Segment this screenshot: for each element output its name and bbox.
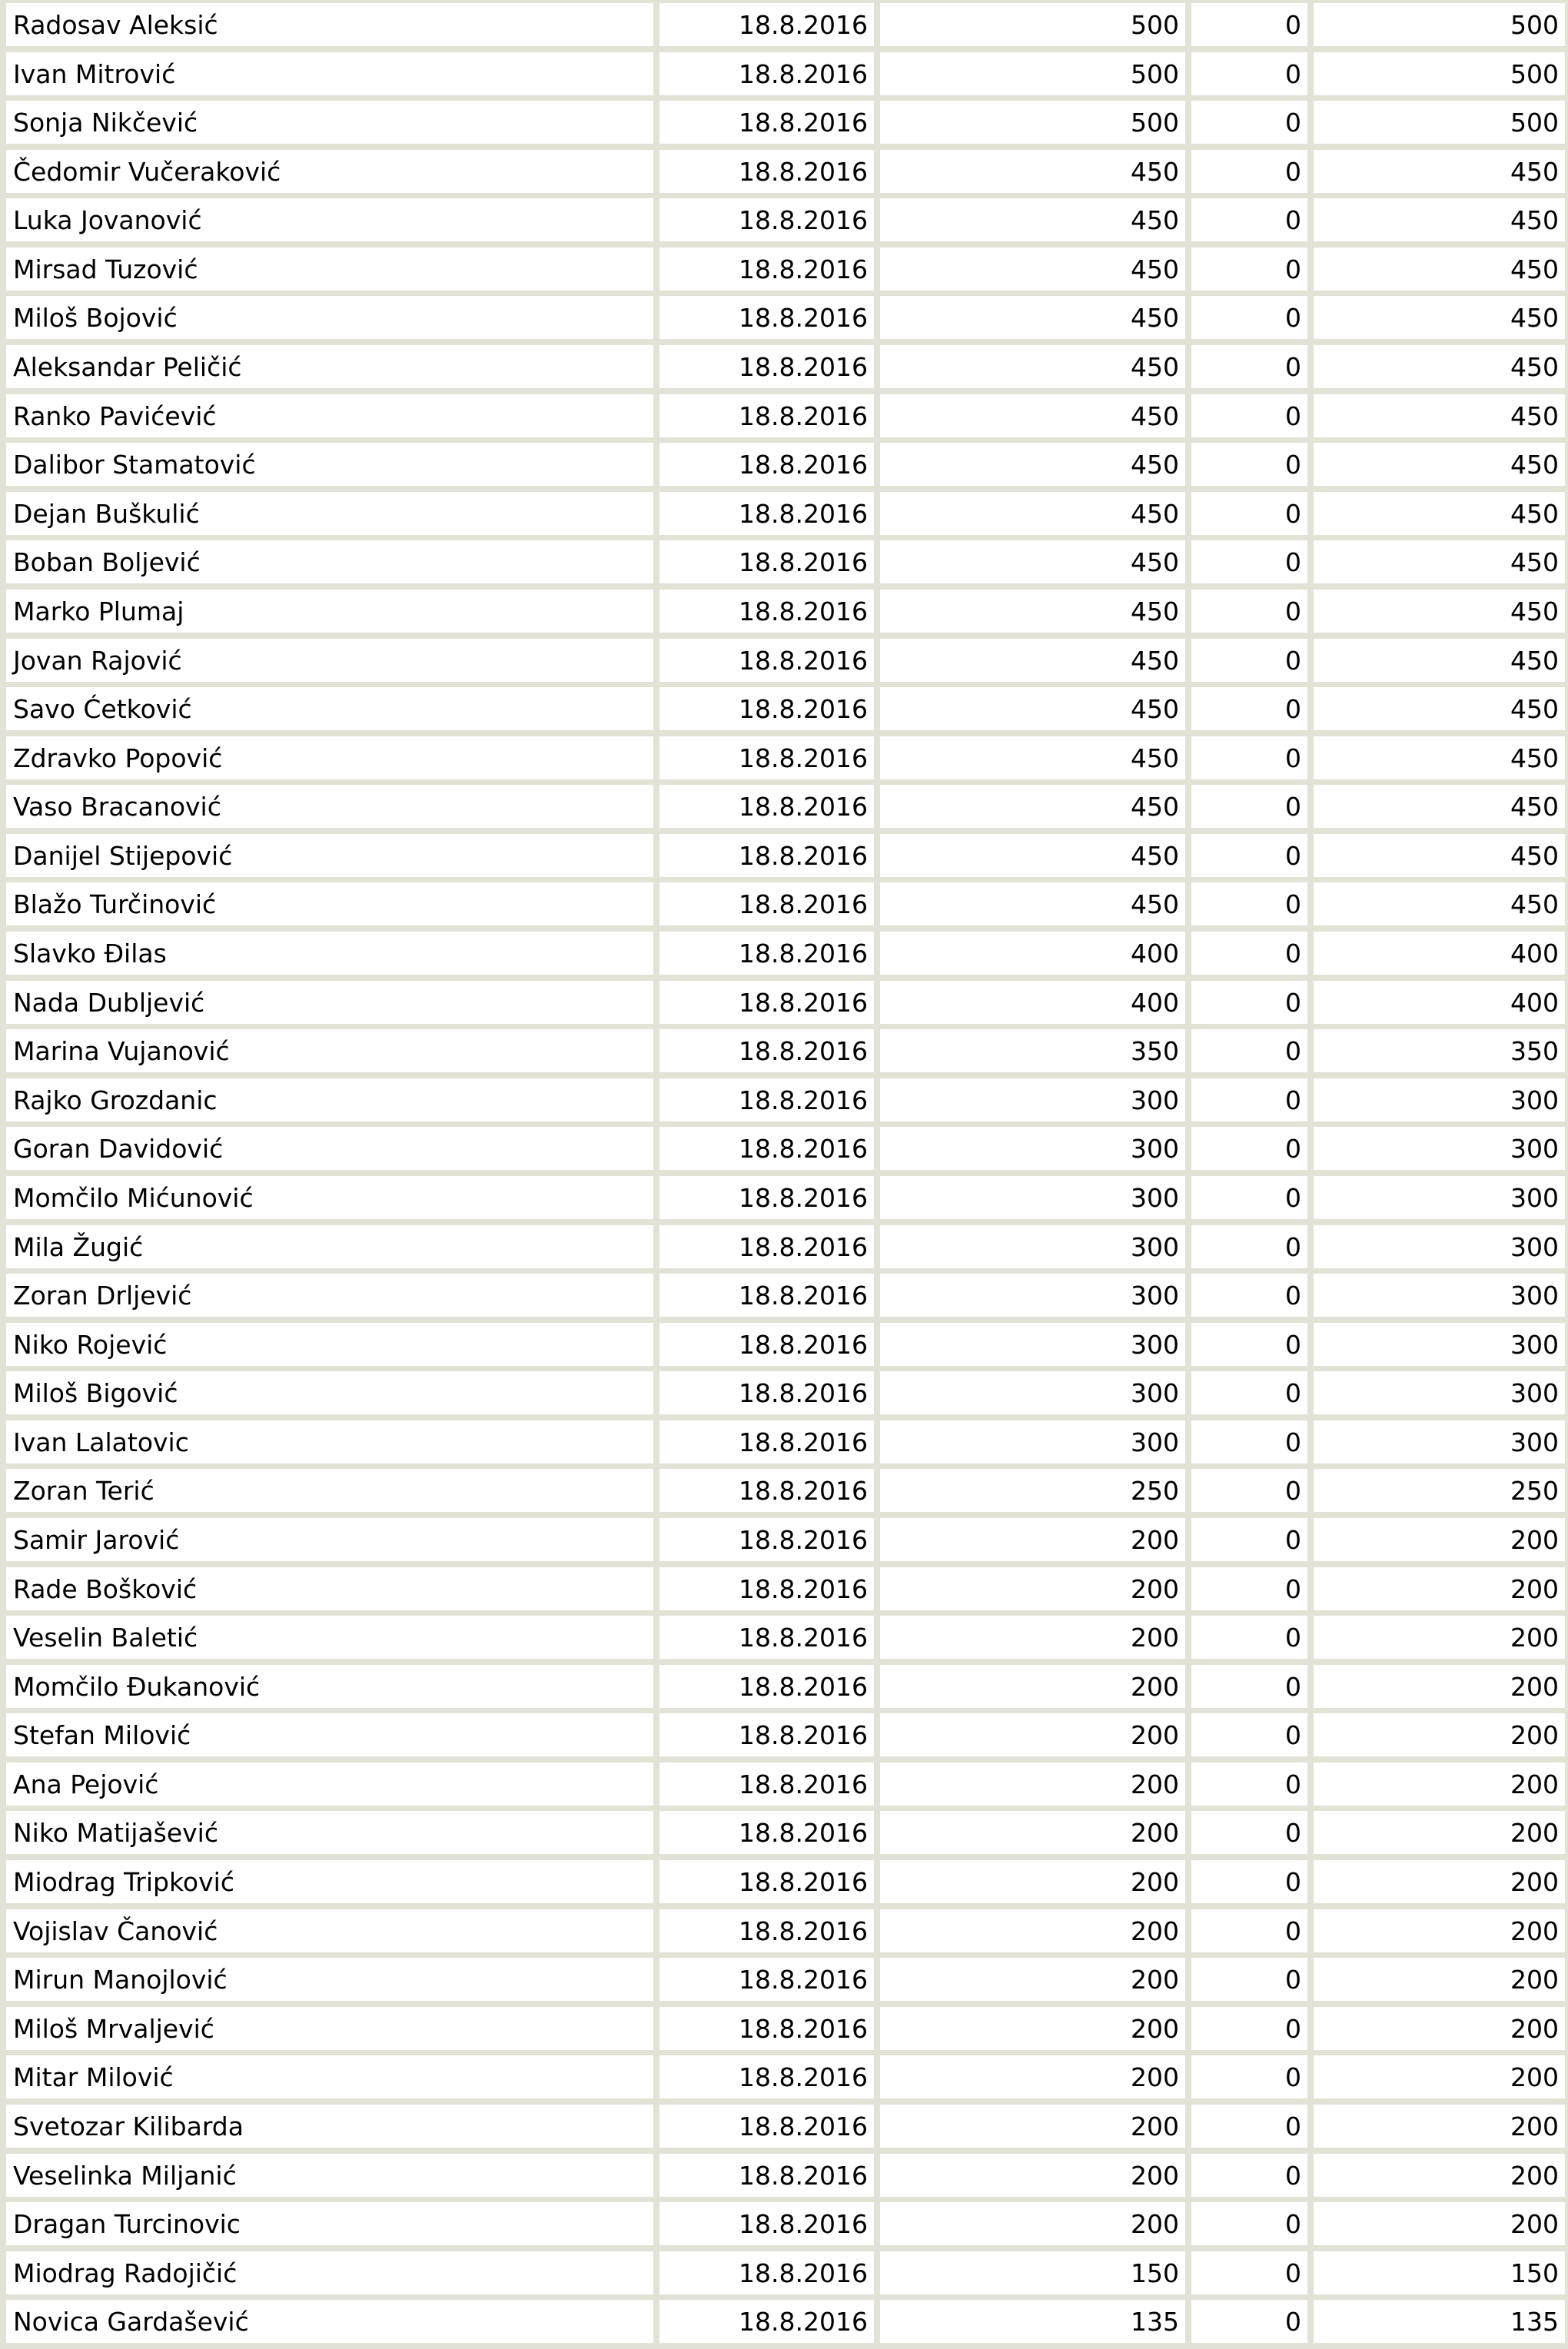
deduction-cell: 0 xyxy=(1191,932,1307,975)
amount-cell: 135 xyxy=(880,2300,1185,2343)
deduction-cell: 0 xyxy=(1191,1811,1307,1854)
name-cell: Savo Ćetković xyxy=(6,687,653,730)
total-cell: 450 xyxy=(1314,590,1565,633)
total-cell: 300 xyxy=(1314,1371,1565,1414)
name-cell: Veselinka Miljanić xyxy=(6,2154,653,2197)
date-cell: 18.8.2016 xyxy=(659,1225,874,1268)
deduction-cell: 0 xyxy=(1191,492,1307,535)
name-cell: Čedomir Vučeraković xyxy=(6,150,653,193)
deduction-cell: 0 xyxy=(1191,1127,1307,1170)
total-cell: 350 xyxy=(1314,1029,1565,1072)
deduction-cell: 0 xyxy=(1191,1274,1307,1317)
name-cell: Mitar Milović xyxy=(6,2055,653,2098)
name-cell: Dragan Turcinovic xyxy=(6,2202,653,2245)
total-cell: 450 xyxy=(1314,492,1565,535)
date-cell: 18.8.2016 xyxy=(659,1518,874,1561)
total-cell: 450 xyxy=(1314,198,1565,241)
total-cell: 200 xyxy=(1314,2105,1565,2148)
amount-cell: 200 xyxy=(880,1763,1185,1806)
name-cell: Ivan Mitrović xyxy=(6,52,653,95)
name-cell: Stefan Milović xyxy=(6,1713,653,1756)
name-cell: Momčilo Đukanović xyxy=(6,1665,653,1708)
deduction-cell: 0 xyxy=(1191,394,1307,437)
deduction-cell: 0 xyxy=(1191,1616,1307,1659)
amount-cell: 200 xyxy=(880,1811,1185,1854)
total-cell: 300 xyxy=(1314,1323,1565,1366)
amount-cell: 200 xyxy=(880,1518,1185,1561)
total-cell: 300 xyxy=(1314,1274,1565,1317)
date-cell: 18.8.2016 xyxy=(659,736,874,779)
total-cell: 400 xyxy=(1314,981,1565,1024)
deduction-cell: 0 xyxy=(1191,443,1307,486)
date-cell: 18.8.2016 xyxy=(659,101,874,144)
date-cell: 18.8.2016 xyxy=(659,639,874,682)
total-cell: 450 xyxy=(1314,834,1565,877)
name-cell: Miodrag Tripković xyxy=(6,1860,653,1903)
total-cell: 450 xyxy=(1314,394,1565,437)
deduction-cell: 0 xyxy=(1191,882,1307,925)
date-cell: 18.8.2016 xyxy=(659,1371,874,1414)
date-cell: 18.8.2016 xyxy=(659,52,874,95)
deduction-cell: 0 xyxy=(1191,1176,1307,1219)
date-cell: 18.8.2016 xyxy=(659,785,874,828)
amount-cell: 200 xyxy=(880,2105,1185,2148)
name-cell: Aleksandar Peličić xyxy=(6,345,653,388)
amount-cell: 200 xyxy=(880,2154,1185,2197)
deduction-cell: 0 xyxy=(1191,1567,1307,1610)
amount-cell: 500 xyxy=(880,52,1185,95)
amount-cell: 300 xyxy=(880,1078,1185,1121)
total-cell: 450 xyxy=(1314,639,1565,682)
name-cell: Miodrag Radojičić xyxy=(6,2251,653,2294)
total-cell: 200 xyxy=(1314,1763,1565,1806)
amount-cell: 450 xyxy=(880,540,1185,583)
name-cell: Momčilo Mićunović xyxy=(6,1176,653,1219)
amount-cell: 450 xyxy=(880,492,1185,535)
amount-cell: 450 xyxy=(880,150,1185,193)
name-cell: Slavko Đilas xyxy=(6,932,653,975)
name-cell: Miloš Bojović xyxy=(6,296,653,339)
deduction-cell: 0 xyxy=(1191,1323,1307,1366)
date-cell: 18.8.2016 xyxy=(659,932,874,975)
date-cell: 18.8.2016 xyxy=(659,1469,874,1512)
deduction-cell: 0 xyxy=(1191,2105,1307,2148)
amount-cell: 300 xyxy=(880,1371,1185,1414)
name-cell: Ivan Lalatovic xyxy=(6,1420,653,1464)
total-cell: 200 xyxy=(1314,2055,1565,2098)
date-cell: 18.8.2016 xyxy=(659,1763,874,1806)
total-cell: 450 xyxy=(1314,296,1565,339)
date-cell: 18.8.2016 xyxy=(659,2105,874,2148)
date-cell: 18.8.2016 xyxy=(659,1127,874,1170)
amount-cell: 150 xyxy=(880,2251,1185,2294)
amount-cell: 200 xyxy=(880,2055,1185,2098)
deduction-cell: 0 xyxy=(1191,1469,1307,1512)
date-cell: 18.8.2016 xyxy=(659,2202,874,2245)
total-cell: 450 xyxy=(1314,882,1565,925)
deduction-cell: 0 xyxy=(1191,2154,1307,2197)
amount-cell: 450 xyxy=(880,882,1185,925)
name-cell: Ana Pejović xyxy=(6,1763,653,1806)
date-cell: 18.8.2016 xyxy=(659,1323,874,1366)
total-cell: 500 xyxy=(1314,101,1565,144)
deduction-cell: 0 xyxy=(1191,1860,1307,1903)
deduction-cell: 0 xyxy=(1191,1518,1307,1561)
deduction-cell: 0 xyxy=(1191,198,1307,241)
name-cell: Sonja Nikčević xyxy=(6,101,653,144)
name-cell: Jovan Rajović xyxy=(6,639,653,682)
total-cell: 135 xyxy=(1314,2300,1565,2343)
amount-cell: 450 xyxy=(880,590,1185,633)
deduction-cell: 0 xyxy=(1191,1420,1307,1464)
date-cell: 18.8.2016 xyxy=(659,443,874,486)
name-cell: Danijel Stijepović xyxy=(6,834,653,877)
date-cell: 18.8.2016 xyxy=(659,1616,874,1659)
name-cell: Vaso Bracanović xyxy=(6,785,653,828)
amount-cell: 450 xyxy=(880,198,1185,241)
total-cell: 150 xyxy=(1314,2251,1565,2294)
amount-cell: 450 xyxy=(880,345,1185,388)
date-cell: 18.8.2016 xyxy=(659,1176,874,1219)
date-cell: 18.8.2016 xyxy=(659,150,874,193)
amount-cell: 450 xyxy=(880,443,1185,486)
amount-cell: 300 xyxy=(880,1420,1185,1464)
total-cell: 450 xyxy=(1314,687,1565,730)
total-cell: 300 xyxy=(1314,1078,1565,1121)
amount-cell: 450 xyxy=(880,687,1185,730)
total-cell: 450 xyxy=(1314,540,1565,583)
name-cell: Boban Boljević xyxy=(6,540,653,583)
name-cell: Rade Bošković xyxy=(6,1567,653,1610)
date-cell: 18.8.2016 xyxy=(659,1811,874,1854)
amount-cell: 300 xyxy=(880,1274,1185,1317)
total-cell: 300 xyxy=(1314,1225,1565,1268)
name-cell: Svetozar Kilibarda xyxy=(6,2105,653,2148)
amount-cell: 450 xyxy=(880,248,1185,291)
amount-cell: 200 xyxy=(880,2007,1185,2050)
deduction-cell: 0 xyxy=(1191,1713,1307,1756)
deduction-cell: 0 xyxy=(1191,785,1307,828)
deduction-cell: 0 xyxy=(1191,1665,1307,1708)
date-cell: 18.8.2016 xyxy=(659,981,874,1024)
date-cell: 18.8.2016 xyxy=(659,2300,874,2343)
deduction-cell: 0 xyxy=(1191,101,1307,144)
name-cell: Radosav Aleksić xyxy=(6,3,653,46)
date-cell: 18.8.2016 xyxy=(659,1029,874,1072)
date-cell: 18.8.2016 xyxy=(659,540,874,583)
deduction-cell: 0 xyxy=(1191,296,1307,339)
amount-cell: 500 xyxy=(880,3,1185,46)
total-cell: 200 xyxy=(1314,1909,1565,1952)
date-cell: 18.8.2016 xyxy=(659,834,874,877)
name-cell: Mirsad Tuzović xyxy=(6,248,653,291)
total-cell: 200 xyxy=(1314,1518,1565,1561)
date-cell: 18.8.2016 xyxy=(659,394,874,437)
date-cell: 18.8.2016 xyxy=(659,345,874,388)
name-cell: Blažo Turčinović xyxy=(6,882,653,925)
total-cell: 450 xyxy=(1314,443,1565,486)
name-cell: Vojislav Čanović xyxy=(6,1909,653,1952)
deduction-cell: 0 xyxy=(1191,345,1307,388)
total-cell: 300 xyxy=(1314,1127,1565,1170)
deduction-cell: 0 xyxy=(1191,2007,1307,2050)
deduction-cell: 0 xyxy=(1191,1029,1307,1072)
amount-cell: 350 xyxy=(880,1029,1185,1072)
date-cell: 18.8.2016 xyxy=(659,1420,874,1464)
name-cell: Novica Gardašević xyxy=(6,2300,653,2343)
date-cell: 18.8.2016 xyxy=(659,1860,874,1903)
total-cell: 500 xyxy=(1314,52,1565,95)
amount-cell: 200 xyxy=(880,1567,1185,1610)
name-cell: Goran Davidović xyxy=(6,1127,653,1170)
total-cell: 300 xyxy=(1314,1420,1565,1464)
amount-cell: 200 xyxy=(880,2202,1185,2245)
amount-cell: 200 xyxy=(880,1958,1185,2001)
amount-cell: 450 xyxy=(880,736,1185,779)
amount-cell: 200 xyxy=(880,1909,1185,1952)
total-cell: 300 xyxy=(1314,1176,1565,1219)
deduction-cell: 0 xyxy=(1191,834,1307,877)
deduction-cell: 0 xyxy=(1191,3,1307,46)
name-cell: Nada Dubljević xyxy=(6,981,653,1024)
name-cell: Dejan Buškulić xyxy=(6,492,653,535)
deduction-cell: 0 xyxy=(1191,736,1307,779)
total-cell: 450 xyxy=(1314,248,1565,291)
amount-cell: 300 xyxy=(880,1225,1185,1268)
amount-cell: 300 xyxy=(880,1127,1185,1170)
amount-cell: 200 xyxy=(880,1665,1185,1708)
date-cell: 18.8.2016 xyxy=(659,1713,874,1756)
date-cell: 18.8.2016 xyxy=(659,1909,874,1952)
total-cell: 200 xyxy=(1314,2154,1565,2197)
deduction-cell: 0 xyxy=(1191,1958,1307,2001)
name-cell: Zoran Terić xyxy=(6,1469,653,1512)
deduction-cell: 0 xyxy=(1191,1763,1307,1806)
amount-cell: 400 xyxy=(880,932,1185,975)
date-cell: 18.8.2016 xyxy=(659,492,874,535)
total-cell: 500 xyxy=(1314,3,1565,46)
name-cell: Ranko Pavićević xyxy=(6,394,653,437)
date-cell: 18.8.2016 xyxy=(659,2251,874,2294)
deduction-cell: 0 xyxy=(1191,981,1307,1024)
amount-cell: 250 xyxy=(880,1469,1185,1512)
total-cell: 200 xyxy=(1314,1665,1565,1708)
name-cell: Niko Rojević xyxy=(6,1323,653,1366)
total-cell: 200 xyxy=(1314,1958,1565,2001)
name-cell: Niko Matijašević xyxy=(6,1811,653,1854)
total-cell: 200 xyxy=(1314,1616,1565,1659)
total-cell: 200 xyxy=(1314,2007,1565,2050)
deduction-cell: 0 xyxy=(1191,2251,1307,2294)
deduction-cell: 0 xyxy=(1191,248,1307,291)
deduction-cell: 0 xyxy=(1191,2055,1307,2098)
deduction-cell: 0 xyxy=(1191,687,1307,730)
date-cell: 18.8.2016 xyxy=(659,296,874,339)
date-cell: 18.8.2016 xyxy=(659,882,874,925)
deduction-cell: 0 xyxy=(1191,590,1307,633)
name-cell: Luka Jovanović xyxy=(6,198,653,241)
amount-cell: 200 xyxy=(880,1713,1185,1756)
name-cell: Zoran Drljević xyxy=(6,1274,653,1317)
date-cell: 18.8.2016 xyxy=(659,1958,874,2001)
date-cell: 18.8.2016 xyxy=(659,1665,874,1708)
total-cell: 450 xyxy=(1314,736,1565,779)
total-cell: 200 xyxy=(1314,1567,1565,1610)
name-cell: Zdravko Popović xyxy=(6,736,653,779)
amount-cell: 450 xyxy=(880,785,1185,828)
total-cell: 200 xyxy=(1314,2202,1565,2245)
amount-cell: 200 xyxy=(880,1616,1185,1659)
date-cell: 18.8.2016 xyxy=(659,3,874,46)
name-cell: Miloš Mrvaljević xyxy=(6,2007,653,2050)
total-cell: 200 xyxy=(1314,1713,1565,1756)
deduction-cell: 0 xyxy=(1191,2202,1307,2245)
date-cell: 18.8.2016 xyxy=(659,1567,874,1610)
name-cell: Marko Plumaj xyxy=(6,590,653,633)
deduction-cell: 0 xyxy=(1191,1225,1307,1268)
deduction-cell: 0 xyxy=(1191,1909,1307,1952)
total-cell: 200 xyxy=(1314,1860,1565,1903)
amount-cell: 300 xyxy=(880,1323,1185,1366)
amount-cell: 450 xyxy=(880,834,1185,877)
amount-cell: 300 xyxy=(880,1176,1185,1219)
amount-cell: 500 xyxy=(880,101,1185,144)
amount-cell: 200 xyxy=(880,1860,1185,1903)
name-cell: Veselin Baletić xyxy=(6,1616,653,1659)
deduction-cell: 0 xyxy=(1191,639,1307,682)
total-cell: 200 xyxy=(1314,1811,1565,1854)
amount-cell: 450 xyxy=(880,296,1185,339)
name-cell: Mirun Manojlović xyxy=(6,1958,653,2001)
deduction-cell: 0 xyxy=(1191,540,1307,583)
date-cell: 18.8.2016 xyxy=(659,198,874,241)
amount-cell: 400 xyxy=(880,981,1185,1024)
date-cell: 18.8.2016 xyxy=(659,2154,874,2197)
date-cell: 18.8.2016 xyxy=(659,1274,874,1317)
date-cell: 18.8.2016 xyxy=(659,590,874,633)
date-cell: 18.8.2016 xyxy=(659,248,874,291)
deduction-cell: 0 xyxy=(1191,2300,1307,2343)
name-cell: Marina Vujanović xyxy=(6,1029,653,1072)
deduction-cell: 0 xyxy=(1191,1371,1307,1414)
name-cell: Dalibor Stamatović xyxy=(6,443,653,486)
deduction-cell: 0 xyxy=(1191,1078,1307,1121)
deduction-cell: 0 xyxy=(1191,150,1307,193)
total-cell: 450 xyxy=(1314,345,1565,388)
date-cell: 18.8.2016 xyxy=(659,687,874,730)
name-cell: Rajko Grozdanic xyxy=(6,1078,653,1121)
total-cell: 450 xyxy=(1314,150,1565,193)
amount-cell: 450 xyxy=(880,394,1185,437)
date-cell: 18.8.2016 xyxy=(659,2055,874,2098)
name-cell: Samir Jarović xyxy=(6,1518,653,1561)
total-cell: 400 xyxy=(1314,932,1565,975)
total-cell: 450 xyxy=(1314,785,1565,828)
deduction-cell: 0 xyxy=(1191,52,1307,95)
total-cell: 250 xyxy=(1314,1469,1565,1512)
date-cell: 18.8.2016 xyxy=(659,1078,874,1121)
name-cell: Mila Žugić xyxy=(6,1225,653,1268)
amount-cell: 450 xyxy=(880,639,1185,682)
name-cell: Miloš Bigović xyxy=(6,1371,653,1414)
date-cell: 18.8.2016 xyxy=(659,2007,874,2050)
